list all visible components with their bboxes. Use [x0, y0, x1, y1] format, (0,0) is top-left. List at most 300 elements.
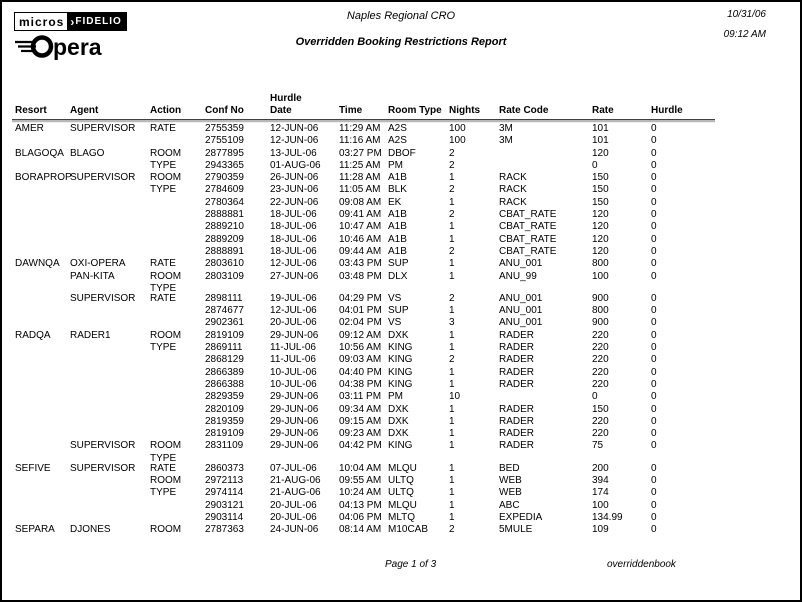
column-header-resort: Resort	[15, 105, 47, 116]
cell-date: 18-JUL-06	[270, 209, 317, 221]
table-row	[2, 172, 800, 184]
table-row	[2, 246, 800, 258]
cell-nights: 1	[449, 258, 455, 270]
cell-conf-no: 2831109	[205, 440, 244, 452]
cell-nights: 1	[449, 233, 455, 245]
cell-nights: 1	[449, 196, 455, 208]
cell-agent: DJONES	[70, 524, 111, 536]
cell-nights: 1	[449, 329, 455, 341]
table-row	[2, 209, 800, 221]
cell-hurdle: 0	[651, 221, 657, 233]
report-file-name: overriddenbook	[607, 559, 676, 570]
cell-room-type: M10CAB	[388, 524, 429, 536]
cell-hurdle: 0	[651, 342, 657, 354]
cell-room-type: KING	[388, 440, 413, 452]
cell-hurdle: 0	[651, 196, 657, 208]
cell-nights: 1	[449, 487, 455, 499]
table-row	[2, 391, 800, 403]
cell-hurdle: 0	[651, 245, 657, 257]
cell-time: 04:06 PM	[339, 511, 382, 523]
cell-action: TYPE	[150, 282, 177, 294]
cell-time: 03:27 PM	[339, 147, 382, 159]
cell-rate: 900	[592, 317, 609, 329]
cell-rate-code: RADER	[499, 428, 535, 440]
cell-time: 11:29 AM	[339, 123, 381, 134]
cell-hurdle: 0	[651, 354, 657, 366]
cell-time: 09:12 AM	[339, 329, 382, 341]
cell-nights: 2	[449, 524, 455, 536]
cell-agent: BLAGO	[70, 147, 105, 159]
cell-conf-no: 2972113	[205, 475, 244, 487]
cell-nights: 1	[449, 499, 455, 511]
cell-rate: 109	[592, 524, 609, 536]
table-row	[2, 148, 800, 160]
cell-action: ROOM	[150, 524, 182, 536]
cell-action: ROOM	[150, 329, 182, 341]
cell-time: 04:42 PM	[339, 440, 382, 452]
cell-conf-no: 2790359	[205, 172, 244, 184]
cell-date: 13-JUL-06	[270, 147, 317, 159]
cell-hurdle: 0	[651, 511, 657, 523]
cell-action: TYPE	[150, 452, 177, 464]
table-row	[2, 354, 800, 366]
cell-agent: OXI-OPERA	[70, 258, 126, 270]
cell-hurdle: 0	[651, 329, 657, 341]
cell-nights: 3	[449, 317, 455, 329]
cell-rate-code: RACK	[499, 196, 527, 208]
table-body	[2, 123, 800, 537]
cell-conf-no: 2819109	[205, 329, 244, 341]
cell-date: 21-AUG-06	[270, 487, 321, 499]
cell-rate-code: RACK	[499, 184, 527, 196]
cell-conf-no: 2829359	[205, 391, 244, 403]
cell-hurdle: 0	[651, 317, 657, 329]
cell-agent: RADER1	[70, 329, 111, 341]
cell-hurdle: 0	[651, 366, 657, 378]
table-row	[2, 184, 800, 196]
chevron-right-icon: ›	[68, 12, 74, 31]
cell-date: 29-JUN-06	[270, 403, 319, 415]
cell-date: 10-JUL-06	[270, 366, 317, 378]
cell-rate: 800	[592, 305, 609, 317]
cell-room-type: PM	[388, 159, 403, 171]
table-row	[2, 135, 800, 147]
cell-conf-no: 2898111	[205, 292, 243, 304]
cell-resort: BORAPROP	[15, 172, 72, 184]
cell-room-type: SUP	[388, 305, 409, 317]
cell-date: 22-JUN-06	[270, 196, 319, 208]
cell-rate: 0	[592, 159, 598, 171]
cell-date: 29-JUN-06	[270, 428, 319, 440]
cell-nights: 1	[449, 415, 455, 427]
cell-conf-no: 2903114	[205, 511, 244, 523]
cell-hurdle: 0	[651, 233, 657, 245]
report-header-title: Naples Regional CRO	[346, 10, 456, 22]
cell-action: ROOM	[150, 270, 182, 282]
cell-time: 04:38 PM	[339, 378, 382, 390]
table-row	[2, 234, 800, 246]
cell-date: 29-JUN-06	[270, 329, 319, 341]
table-row	[2, 512, 800, 524]
cell-nights: 1	[449, 366, 455, 378]
cell-conf-no: 2803109	[205, 270, 244, 282]
cell-room-type: MLQU	[388, 499, 417, 511]
table-row	[2, 404, 800, 416]
cell-room-type: ULTQ	[388, 475, 414, 487]
column-header-conf-no: Conf No	[205, 105, 244, 116]
report-time: 09:12 AM	[723, 29, 766, 40]
column-header-hurdle: Hurdle	[651, 105, 683, 116]
cell-rate: 75	[592, 440, 604, 452]
cell-rate-code: WEB	[499, 475, 522, 487]
cell-date: 12-JUN-06	[270, 123, 319, 134]
table-row	[2, 221, 800, 233]
cell-rate: 120	[592, 147, 609, 159]
cell-agent: SUPERVISOR	[70, 123, 136, 134]
table-row	[2, 283, 800, 293]
cell-room-type: A2S	[388, 135, 407, 147]
table-row	[2, 123, 800, 135]
cell-nights: 1	[449, 403, 455, 415]
table-row	[2, 330, 800, 342]
cell-room-type: A1B	[388, 233, 407, 245]
cell-rate-code: ANU_99	[499, 270, 537, 282]
cell-action: TYPE	[150, 184, 177, 196]
cell-time: 10:24 AM	[339, 487, 382, 499]
table-row	[2, 197, 800, 209]
cell-conf-no: 2755109	[205, 135, 244, 147]
cell-conf-no: 2819109	[205, 428, 244, 440]
cell-nights: 2	[449, 209, 455, 221]
cell-rate: 150	[592, 196, 609, 208]
report-date: 10/31/06	[727, 9, 766, 20]
cell-nights: 1	[449, 511, 455, 523]
cell-rate-code: RADER	[499, 329, 535, 341]
cell-hurdle: 0	[651, 499, 657, 511]
table-row	[2, 463, 800, 475]
cell-nights: 1	[449, 270, 455, 282]
cell-nights: 1	[449, 440, 455, 452]
cell-room-type: KING	[388, 342, 413, 354]
cell-time: 08:14 AM	[339, 524, 382, 536]
cell-rate: 900	[592, 292, 609, 304]
cell-action: ROOM	[150, 147, 182, 159]
cell-rate-code: ANU_001	[499, 317, 543, 329]
cell-room-type: A2S	[388, 123, 407, 134]
cell-date: 20-JUL-06	[270, 499, 317, 511]
cell-resort: DAWNQA	[15, 258, 60, 270]
cell-time: 10:47 AM	[339, 221, 382, 233]
cell-time: 04:01 PM	[339, 305, 382, 317]
cell-rate: 394	[592, 475, 609, 487]
cell-rate: 120	[592, 233, 609, 245]
cell-hurdle: 0	[651, 135, 657, 147]
cell-rate-code: RADER	[499, 366, 535, 378]
table-row	[2, 258, 800, 270]
table-row	[2, 500, 800, 512]
cell-room-type: ULTQ	[388, 487, 414, 499]
cell-date: 07-JUL-06	[270, 462, 317, 474]
cell-date: 29-JUN-06	[270, 415, 319, 427]
cell-resort: SEPARA	[15, 524, 55, 536]
cell-room-type: DLX	[388, 270, 408, 282]
cell-date: 29-JUN-06	[270, 391, 319, 403]
cell-rate: 220	[592, 415, 609, 427]
cell-hurdle: 0	[651, 487, 657, 499]
cell-nights: 2	[449, 354, 455, 366]
cell-time: 04:29 PM	[339, 292, 382, 304]
cell-agent: SUPERVISOR	[70, 172, 136, 184]
cell-nights: 1	[449, 305, 455, 317]
table-row	[2, 416, 800, 428]
cell-agent: PAN-KITA	[70, 270, 115, 282]
report-title: Overridden Booking Restrictions Report	[295, 36, 507, 48]
table-row	[2, 367, 800, 379]
cell-conf-no: 2874677	[205, 305, 244, 317]
cell-room-type: KING	[388, 378, 413, 390]
cell-hurdle: 0	[651, 147, 657, 159]
cell-date: 19-JUL-06	[270, 292, 317, 304]
cell-nights: 1	[449, 378, 455, 390]
cell-conf-no: 2888891	[205, 245, 244, 257]
cell-resort: SEFIVE	[15, 462, 51, 474]
cell-conf-no: 2974114	[205, 487, 244, 499]
cell-action: ROOM	[150, 440, 182, 452]
cell-rate: 220	[592, 378, 609, 390]
cell-nights: 1	[449, 475, 455, 487]
cell-room-type: MLTQ	[388, 511, 416, 523]
cell-time: 02:04 PM	[339, 317, 382, 329]
cell-room-type: SUP	[388, 258, 409, 270]
cell-time: 10:56 AM	[339, 342, 382, 354]
cell-time: 09:41 AM	[339, 209, 382, 221]
cell-time: 11:25 AM	[339, 159, 381, 171]
cell-date: 01-AUG-06	[270, 159, 321, 171]
cell-rate: 100	[592, 499, 609, 511]
cell-conf-no: 2866389	[205, 366, 244, 378]
cell-nights: 10	[449, 391, 461, 403]
table-row	[2, 524, 800, 536]
cell-date: 29-JUN-06	[270, 440, 319, 452]
cell-rate: 120	[592, 209, 609, 221]
micros-logo-text: micros	[14, 12, 68, 31]
table-row	[2, 305, 800, 317]
cell-time: 09:15 AM	[339, 415, 382, 427]
cell-conf-no: 2889209	[205, 233, 244, 245]
cell-action: RATE	[150, 258, 176, 270]
cell-time: 11:28 AM	[339, 172, 381, 184]
cell-hurdle: 0	[651, 305, 657, 317]
cell-rate-code: 3M	[499, 135, 513, 147]
cell-hurdle: 0	[651, 184, 657, 196]
cell-rate: 0	[592, 391, 598, 403]
cell-rate-code: WEB	[499, 487, 522, 499]
cell-nights: 1	[449, 462, 455, 474]
page-number: Page 1 of 3	[385, 559, 437, 570]
cell-rate: 150	[592, 184, 609, 196]
cell-time: 11:05 AM	[339, 184, 381, 196]
cell-rate: 174	[592, 487, 609, 499]
cell-rate: 200	[592, 462, 609, 474]
column-header-nights: Nights	[449, 105, 481, 116]
table-row	[2, 160, 800, 172]
table-row	[2, 440, 800, 452]
cell-conf-no: 2819359	[205, 415, 244, 427]
cell-date: 10-JUL-06	[270, 378, 317, 390]
cell-hurdle: 0	[651, 172, 657, 184]
cell-date: 12-JUN-06	[270, 135, 319, 147]
cell-hurdle: 0	[651, 209, 657, 221]
cell-room-type: VS	[388, 317, 402, 329]
cell-room-type: KING	[388, 366, 413, 378]
cell-date: 11-JUL-06	[270, 354, 316, 366]
cell-room-type: A1B	[388, 209, 407, 221]
cell-rate-code: CBAT_RATE	[499, 209, 557, 221]
cell-time: 09:34 AM	[339, 403, 382, 415]
cell-nights: 1	[449, 342, 455, 354]
cell-rate: 134.99	[592, 511, 623, 523]
cell-date: 20-JUL-06	[270, 317, 317, 329]
cell-rate: 220	[592, 354, 609, 366]
cell-nights: 2	[449, 245, 455, 257]
cell-rate-code: CBAT_RATE	[499, 245, 557, 257]
cell-room-type: DBOF	[388, 147, 416, 159]
cell-nights: 2	[449, 147, 455, 159]
cell-conf-no: 2784609	[205, 184, 244, 196]
table-row	[2, 317, 800, 329]
cell-time: 09:23 AM	[339, 428, 382, 440]
table-row	[2, 379, 800, 391]
cell-room-type: PM	[388, 391, 403, 403]
cell-conf-no: 2803610	[205, 258, 244, 270]
table-row	[2, 342, 800, 354]
cell-rate: 101	[592, 123, 609, 134]
cell-rate: 150	[592, 403, 609, 415]
cell-date: 23-JUN-06	[270, 184, 319, 196]
cell-date: 11-JUL-06	[270, 342, 316, 354]
cell-hurdle: 0	[651, 462, 657, 474]
cell-rate-code: 5MULE	[499, 524, 533, 536]
cell-room-type: DXK	[388, 428, 409, 440]
cell-time: 11:16 AM	[339, 135, 381, 147]
cell-rate-code: RACK	[499, 172, 527, 184]
cell-room-type: DXK	[388, 415, 409, 427]
cell-hurdle: 0	[651, 258, 657, 270]
cell-rate: 150	[592, 172, 609, 184]
table-row	[2, 428, 800, 440]
cell-rate-code: RADER	[499, 354, 535, 366]
cell-date: 18-JUL-06	[270, 233, 317, 245]
cell-action: ROOM	[150, 172, 182, 184]
column-header-action: Action	[150, 105, 182, 116]
column-header-hurdle-over: Hurdle	[270, 93, 302, 104]
cell-action: TYPE	[150, 487, 177, 499]
cell-rate-code: RADER	[499, 415, 535, 427]
cell-rate-code: BED	[499, 462, 520, 474]
cell-time: 04:40 PM	[339, 366, 382, 378]
cell-time: 03:43 PM	[339, 258, 382, 270]
cell-conf-no: 2902361	[205, 317, 244, 329]
cell-rate: 220	[592, 428, 609, 440]
cell-nights: 1	[449, 428, 455, 440]
cell-time: 09:55 AM	[339, 475, 382, 487]
cell-time: 10:04 AM	[339, 462, 382, 474]
cell-date: 12-JUL-06	[270, 258, 317, 270]
cell-hurdle: 0	[651, 391, 657, 403]
cell-hurdle: 0	[651, 159, 657, 171]
cell-conf-no: 2903121	[205, 499, 244, 511]
cell-room-type: A1B	[388, 221, 407, 233]
cell-action: RATE	[150, 123, 176, 134]
cell-conf-no: 2889210	[205, 221, 244, 233]
cell-conf-no: 2877895	[205, 147, 244, 159]
svg-text:pera: pera	[53, 34, 102, 60]
cell-hurdle: 0	[651, 378, 657, 390]
cell-date: 27-JUN-06	[270, 270, 319, 282]
cell-rate-code: RADER	[499, 378, 535, 390]
cell-hurdle: 0	[651, 270, 657, 282]
cell-hurdle: 0	[651, 524, 657, 536]
cell-action: ROOM	[150, 475, 182, 487]
cell-hurdle: 0	[651, 292, 657, 304]
cell-rate: 100	[592, 270, 609, 282]
cell-conf-no: 2755359	[205, 123, 244, 134]
cell-nights: 2	[449, 159, 455, 171]
cell-room-type: DXK	[388, 403, 409, 415]
fidelio-logo-text: FIDELIO	[74, 12, 126, 31]
cell-nights: 2	[449, 292, 455, 304]
cell-resort: RADQA	[15, 329, 51, 341]
cell-time: 09:08 AM	[339, 196, 382, 208]
cell-hurdle: 0	[651, 415, 657, 427]
cell-agent: SUPERVISOR	[70, 462, 136, 474]
table-row	[2, 487, 800, 499]
cell-date: 20-JUL-06	[270, 511, 317, 523]
cell-nights: 1	[449, 172, 455, 184]
cell-rate: 220	[592, 366, 609, 378]
cell-action: TYPE	[150, 159, 177, 171]
cell-time: 03:11 PM	[339, 391, 382, 403]
cell-rate-code: RADER	[499, 403, 535, 415]
table-row	[2, 453, 800, 463]
cell-conf-no: 2780364	[205, 196, 244, 208]
cell-rate-code: RADER	[499, 440, 535, 452]
cell-room-type: DXK	[388, 329, 409, 341]
cell-rate: 120	[592, 221, 609, 233]
cell-rate-code: CBAT_RATE	[499, 221, 557, 233]
cell-action: TYPE	[150, 342, 177, 354]
cell-agent: SUPERVISOR	[70, 440, 136, 452]
cell-hurdle: 0	[651, 123, 657, 134]
cell-date: 12-JUL-06	[270, 305, 317, 317]
cell-rate-code: ANU_001	[499, 292, 543, 304]
cell-nights: 100	[449, 135, 466, 147]
cell-room-type: A1B	[388, 172, 407, 184]
cell-action: RATE	[150, 292, 176, 304]
cell-rate: 220	[592, 329, 609, 341]
column-header-agent: Agent	[70, 105, 99, 116]
cell-action: RATE	[150, 462, 176, 474]
cell-agent: SUPERVISOR	[70, 292, 136, 304]
cell-rate: 101	[592, 135, 609, 147]
cell-time: 09:44 AM	[339, 245, 382, 257]
cell-room-type: BLK	[388, 184, 407, 196]
table-row	[2, 293, 800, 305]
cell-date: 24-JUN-06	[270, 524, 319, 536]
cell-rate: 220	[592, 342, 609, 354]
cell-conf-no: 2943365	[205, 159, 244, 171]
cell-nights: 2	[449, 184, 455, 196]
